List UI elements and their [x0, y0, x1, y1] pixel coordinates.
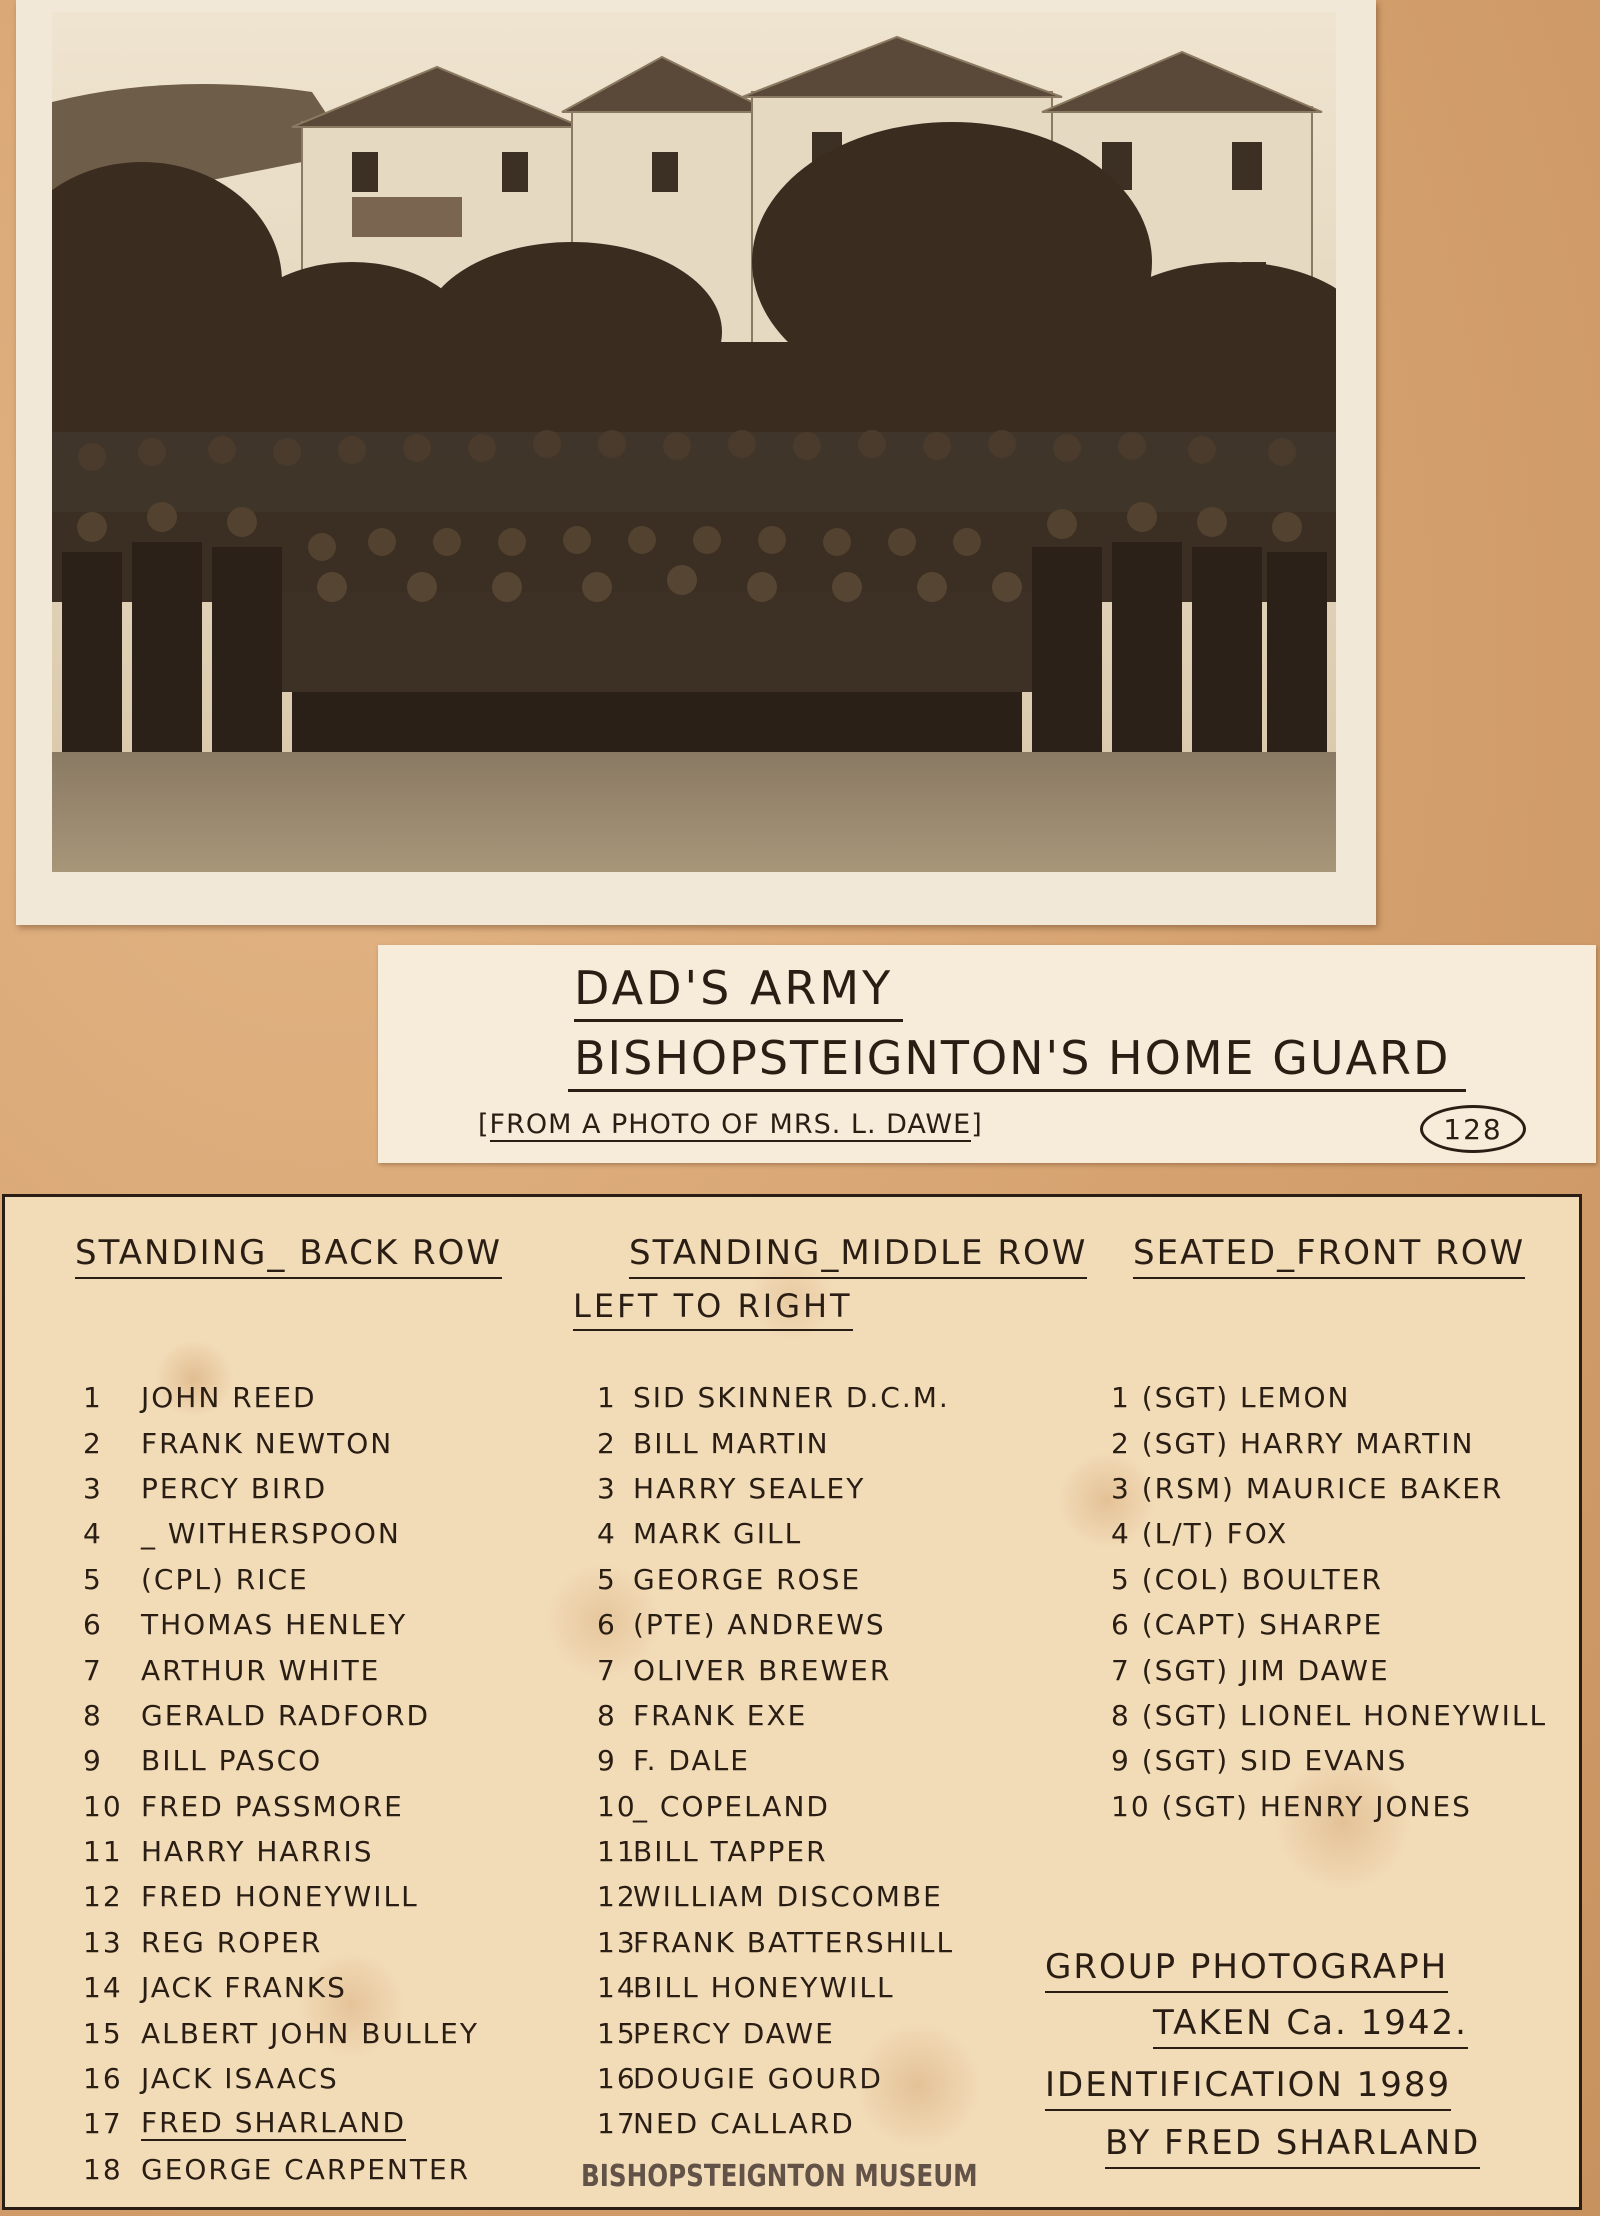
list-item-name: GEORGE CARPENTER: [141, 2152, 471, 2186]
list-item: [83, 2147, 479, 2192]
list-item-name: JACK FRANKS: [141, 1971, 347, 2005]
list-item-number: 10: [83, 1789, 123, 1823]
list-item: [1111, 1693, 1547, 1738]
list-item-number: 9: [597, 1744, 617, 1778]
list-item: [83, 1511, 479, 1556]
list-item: [83, 2056, 479, 2101]
list-item-name: _ COPELAND: [633, 1789, 830, 1823]
list-item-number: 10: [597, 1789, 637, 1823]
list-item-name: BILL MARTIN: [633, 1426, 830, 1460]
list-item: [1111, 1420, 1547, 1465]
list-item: [1111, 1602, 1547, 1647]
list-item-name: THOMAS HENLEY: [141, 1608, 408, 1642]
list-item-name: F. DALE: [633, 1744, 750, 1778]
list-item-name: FRED SHARLAND: [141, 2106, 407, 2140]
list-item: [597, 2056, 954, 2101]
list-item-name: HARRY HARRIS: [141, 1835, 374, 1869]
list-item-name: _ WITHERSPOON: [141, 1517, 401, 1551]
list-item-name: 6 (CAPT) SHARPE: [1111, 1608, 1384, 1642]
list-item: [1111, 1557, 1547, 1602]
list-item-number: 12: [597, 1880, 637, 1914]
list-item: [1111, 1375, 1547, 1420]
list-item: [597, 1375, 954, 1420]
list-item-number: 14: [83, 1971, 123, 2005]
list-item: [83, 1874, 479, 1919]
list-item-name: JOHN REED: [141, 1381, 317, 1415]
list-item-name: BILL HONEYWILL: [633, 1971, 895, 2005]
list-item: [597, 1784, 954, 1829]
list-item-number: 16: [597, 2062, 637, 2096]
list-item-number: 2: [83, 1426, 103, 1460]
list-item-name: MARK GILL: [633, 1517, 803, 1551]
list-item-number: 15: [597, 2016, 637, 2050]
list-item-name: 10 (SGT) HENRY JONES: [1111, 1789, 1472, 1823]
list-item: [83, 2101, 479, 2146]
list-item-name: PERCY DAWE: [633, 2016, 835, 2050]
list-item-number: 6: [83, 1608, 103, 1642]
list-item-name: 7 (SGT) JIM DAWE: [1111, 1653, 1390, 1687]
list-item-number: 4: [597, 1517, 617, 1551]
list-item: [83, 2010, 479, 2055]
list-item-name: BILL TAPPER: [633, 1835, 828, 1869]
list-item-number: 17: [83, 2107, 123, 2141]
list-item-name: 2 (SGT) HARRY MARTIN: [1111, 1426, 1475, 1460]
heading-back-row: STANDING_ BACK ROW: [75, 1233, 502, 1279]
list-item: [83, 1738, 479, 1783]
heading-front-row: SEATED_FRONT ROW: [1133, 1233, 1525, 1279]
list-item: [597, 1693, 954, 1738]
caption-line-2: TAKEN Ca. 1942.: [1153, 2003, 1468, 2049]
list-item: [83, 1784, 479, 1829]
list-item: [597, 1647, 954, 1692]
list-item: [597, 2101, 954, 2146]
list-item: [83, 1693, 479, 1738]
group-photograph: [52, 12, 1336, 872]
photograph-mount: [16, 0, 1376, 925]
list-item-number: 17: [597, 2107, 637, 2141]
list-item-name: SID SKINNER D.C.M.: [633, 1381, 950, 1415]
list-item-name: ARTHUR WHITE: [141, 1653, 381, 1687]
photo-source-line: [478, 1109, 983, 1140]
source-close-bracket: ]: [971, 1109, 983, 1140]
list-item: [597, 1738, 954, 1783]
list-item-name: GEORGE ROSE: [633, 1562, 862, 1596]
list-item: [83, 1829, 479, 1874]
list-item-name: NED CALLARD: [633, 2107, 855, 2141]
list-item: [83, 1466, 479, 1511]
photograph-image: [52, 12, 1336, 872]
list-item-number: 6: [597, 1608, 617, 1642]
front-row-list: [1111, 1375, 1547, 1829]
back-row-list: [83, 1375, 479, 2192]
list-item-number: 4: [83, 1517, 103, 1551]
list-item: [83, 1920, 479, 1965]
list-item: [83, 1557, 479, 1602]
list-item-name: 8 (SGT) LIONEL HONEYWILL: [1111, 1698, 1548, 1732]
list-item-name: DOUGIE GOURD: [633, 2062, 883, 2096]
list-item: [597, 1420, 954, 1465]
list-item: [83, 1647, 479, 1692]
list-item: [597, 2010, 954, 2055]
list-item-name: 3 (RSM) MAURICE BAKER: [1111, 1471, 1504, 1505]
list-item-number: 2: [597, 1426, 617, 1460]
list-item-name: PERCY BIRD: [141, 1471, 328, 1505]
list-item: [597, 1874, 954, 1919]
title-card: [378, 945, 1596, 1163]
list-item-number: 8: [597, 1698, 617, 1732]
caption-line-1: GROUP PHOTOGRAPH: [1045, 1947, 1448, 1993]
list-item-name: FRED HONEYWILL: [141, 1880, 419, 1914]
source-text: FROM A PHOTO OF MRS. L. DAWE: [489, 1109, 972, 1140]
list-item-number: 7: [83, 1653, 103, 1687]
list-item-number: 11: [83, 1835, 123, 1869]
list-item-name: FRANK NEWTON: [141, 1426, 394, 1460]
caption-line-4: BY FRED SHARLAND: [1105, 2123, 1480, 2169]
list-item-number: 14: [597, 1971, 637, 2005]
list-item: [597, 1965, 954, 2010]
list-item-number: 18: [83, 2152, 123, 2186]
list-item: [1111, 1738, 1547, 1783]
caption-line-3: IDENTIFICATION 1989: [1045, 2065, 1451, 2111]
list-item-name: (PTE) ANDREWS: [633, 1608, 886, 1642]
list-item-number: 5: [597, 1562, 617, 1596]
list-item-number: 5: [83, 1562, 103, 1596]
list-item: [1111, 1647, 1547, 1692]
list-item-number: 12: [83, 1880, 123, 1914]
list-item-number: 16: [83, 2062, 123, 2096]
source-open-bracket: [: [478, 1109, 490, 1140]
list-item: [597, 1511, 954, 1556]
list-item: [1111, 1466, 1547, 1511]
list-item-name: REG ROPER: [141, 1925, 323, 1959]
list-item-name: HARRY SEALEY: [633, 1471, 866, 1505]
list-item-name: 4 (L/T) FOX: [1111, 1517, 1289, 1551]
list-item: [83, 1965, 479, 2010]
list-item-number: 3: [83, 1471, 103, 1505]
list-item-name: WILLIAM DISCOMBE: [633, 1880, 943, 1914]
list-item-name: FRANK BATTERSHILL: [633, 1925, 955, 1959]
list-item: [597, 1557, 954, 1602]
list-item: [597, 1920, 954, 1965]
list-item: [83, 1602, 479, 1647]
middle-row-list: [597, 1375, 954, 2147]
list-item: [1111, 1784, 1547, 1829]
list-item-name: GERALD RADFORD: [141, 1698, 431, 1732]
list-item-number: 13: [83, 1925, 123, 1959]
list-item-name: FRED PASSMORE: [141, 1789, 404, 1823]
list-item-number: 1: [83, 1381, 103, 1415]
list-item-number: 11: [597, 1835, 637, 1869]
title-home-guard: BISHOPSTEIGNTON'S HOME GUARD: [568, 1031, 1466, 1092]
list-item-number: 1: [597, 1381, 617, 1415]
list-item-name: BILL PASCO: [141, 1744, 323, 1778]
list-item: [597, 1466, 954, 1511]
list-item-name: 5 (COL) BOULTER: [1111, 1562, 1383, 1596]
heading-middle-row: STANDING_MIDDLE ROW: [629, 1233, 1087, 1279]
list-item-number: 13: [597, 1925, 637, 1959]
list-item: [83, 1420, 479, 1465]
list-item-name: (CPL) RICE: [141, 1562, 309, 1596]
list-item-name: JACK ISAACS: [141, 2062, 339, 2096]
museum-stamp: BISHOPSTEIGNTON MUSEUM: [581, 2159, 978, 2194]
list-item-name: FRANK EXE: [633, 1698, 808, 1732]
list-item: [597, 1829, 954, 1874]
title-dads-army: DAD'S ARMY: [574, 961, 903, 1022]
list-item-number: 8: [83, 1698, 103, 1732]
list-item-number: 15: [83, 2016, 123, 2050]
list-item-number: 3: [597, 1471, 617, 1505]
reference-number-badge: 128: [1420, 1105, 1526, 1153]
list-item-name: ALBERT JOHN BULLEY: [141, 2016, 479, 2050]
heading-left-to-right: LEFT TO RIGHT: [573, 1287, 853, 1331]
list-item-number: 9: [83, 1744, 103, 1778]
list-item: [83, 1375, 479, 1420]
list-item-name: 1 (SGT) LEMON: [1111, 1381, 1351, 1415]
name-sheet: [2, 1194, 1582, 2210]
list-item: [597, 1602, 954, 1647]
list-item: [1111, 1511, 1547, 1556]
list-item-name: 9 (SGT) SID EVANS: [1111, 1744, 1408, 1778]
list-item-name: OLIVER BREWER: [633, 1653, 892, 1687]
list-item-number: 7: [597, 1653, 617, 1687]
